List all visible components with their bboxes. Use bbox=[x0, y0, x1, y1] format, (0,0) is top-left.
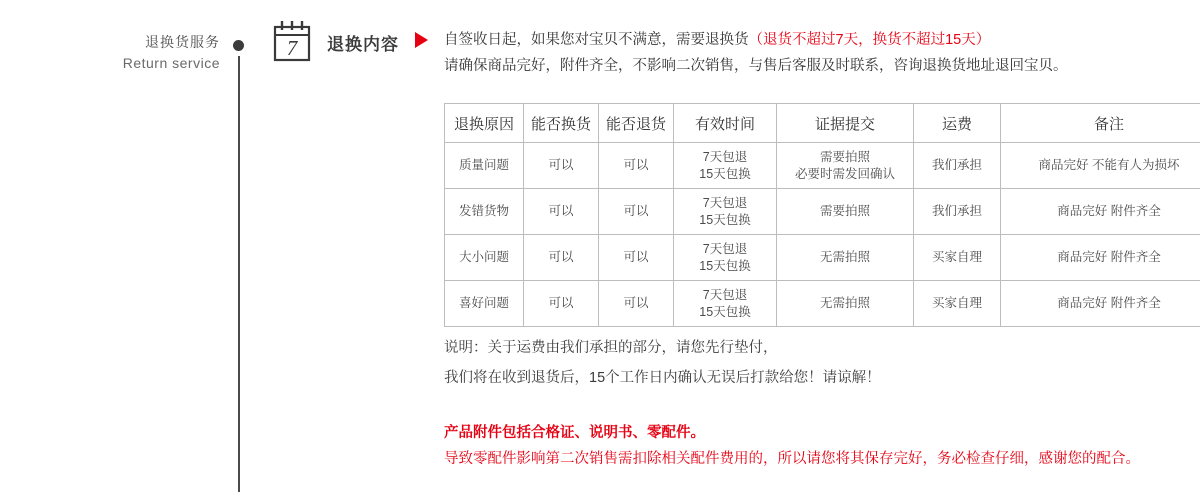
column-header-reason: 退换原因 bbox=[445, 104, 524, 143]
cell-freight: 买家自理 bbox=[914, 235, 1001, 281]
return-policy-table bbox=[444, 103, 1200, 327]
notes-line-2: 我们将在收到退货后，15个工作日内确认无误后打款给您！请谅解！ bbox=[444, 370, 881, 386]
section-label-cn: 退换货服务 bbox=[145, 34, 220, 50]
column-header-refund: 能否退货 bbox=[599, 104, 674, 143]
intro-line-2: 请确保商品完好，附件齐全，不影响二次销售，与售后客服及时联系，咨询退换货地址退回宝贝。 bbox=[444, 58, 1068, 74]
cell-refund: 可以 bbox=[599, 235, 674, 281]
section-heading: 退换内容 bbox=[327, 35, 399, 54]
intro-paragraph bbox=[444, 27, 1200, 79]
table-row bbox=[445, 235, 1200, 281]
cell-evidence bbox=[777, 143, 914, 189]
column-header-valid-time: 有效时间 bbox=[674, 104, 777, 143]
cell-exchange: 可以 bbox=[524, 235, 599, 281]
intro-line-1-text: 自签收日起，如果您对宝贝不满意，需要退换货 bbox=[444, 32, 749, 48]
cell-reason: 质量问题 bbox=[445, 143, 524, 189]
cell-freight: 我们承担 bbox=[914, 189, 1001, 235]
cell-refund: 可以 bbox=[599, 281, 674, 327]
cell-remark: 商品完好 附件齐全 bbox=[1001, 281, 1200, 327]
table-row bbox=[445, 143, 1200, 189]
table-row bbox=[445, 189, 1200, 235]
notes-block bbox=[444, 333, 1200, 393]
cell-exchange: 可以 bbox=[524, 281, 599, 327]
cell-freight: 我们承担 bbox=[914, 143, 1001, 189]
triangle-marker-icon bbox=[415, 32, 428, 48]
section-label-en: Return service bbox=[122, 55, 220, 71]
warning-block bbox=[444, 420, 1200, 472]
cell-exchange: 可以 bbox=[524, 143, 599, 189]
table-row bbox=[445, 281, 1200, 327]
return-policy-table-wrap bbox=[444, 103, 1196, 327]
cell-valid-time bbox=[674, 235, 777, 281]
calendar-number: 7 bbox=[286, 36, 298, 60]
cell-valid-time bbox=[674, 281, 777, 327]
cell-refund: 可以 bbox=[599, 189, 674, 235]
cell-freight: 买家自理 bbox=[914, 281, 1001, 327]
vertical-divider bbox=[238, 56, 240, 492]
notes-line-1: 说明：关于运费由我们承担的部分，请您先行垫付， bbox=[444, 340, 778, 356]
cell-valid-time-line1: 7天包退 bbox=[702, 195, 748, 210]
cell-reason: 喜好问题 bbox=[445, 281, 524, 327]
calendar-icon bbox=[272, 20, 312, 62]
cell-valid-time bbox=[674, 143, 777, 189]
column-header-remark: 备注 bbox=[1001, 104, 1200, 143]
cell-valid-time-line1: 7天包退 bbox=[702, 149, 748, 164]
cell-remark: 商品完好 附件齐全 bbox=[1001, 189, 1200, 235]
cell-valid-time-line1: 7天包退 bbox=[702, 241, 748, 256]
cell-exchange: 可以 bbox=[524, 189, 599, 235]
cell-refund: 可以 bbox=[599, 143, 674, 189]
bullet-dot bbox=[233, 40, 244, 51]
cell-remark: 商品完好 附件齐全 bbox=[1001, 235, 1200, 281]
warning-line-2: 导致零配件影响第二次销售需扣除相关配件费用的，所以请您将其保存完好，务必检查仔细，感谢您的配合。 bbox=[444, 451, 1140, 467]
column-header-freight: 运费 bbox=[914, 104, 1001, 143]
table-header-row bbox=[445, 104, 1200, 143]
intro-line-1 bbox=[444, 27, 1200, 53]
cell-remark: 商品完好 不能有人为损坏 bbox=[1001, 143, 1200, 189]
cell-evidence: 无需拍照 bbox=[777, 235, 914, 281]
cell-evidence-line2: 必要时需发回确认 bbox=[794, 166, 895, 181]
column-header-evidence: 证据提交 bbox=[777, 104, 914, 143]
section-label bbox=[60, 32, 220, 74]
cell-reason: 发错货物 bbox=[445, 189, 524, 235]
cell-valid-time-line2: 15天包换 bbox=[699, 166, 751, 181]
column-header-exchange: 能否换货 bbox=[524, 104, 599, 143]
cell-valid-time-line2: 15天包换 bbox=[699, 304, 751, 319]
cell-valid-time-line2: 15天包换 bbox=[699, 212, 751, 227]
cell-evidence: 需要拍照 bbox=[777, 189, 914, 235]
cell-valid-time bbox=[674, 189, 777, 235]
intro-line-1-highlight: （退货不超过7天，换货不超过15天） bbox=[748, 32, 991, 48]
cell-evidence: 无需拍照 bbox=[777, 281, 914, 327]
warning-line-1: 产品附件包括合格证、说明书、零配件。 bbox=[444, 425, 705, 441]
cell-evidence-line1: 需要拍照 bbox=[819, 149, 870, 164]
cell-valid-time-line1: 7天包退 bbox=[702, 287, 748, 302]
cell-valid-time-line2: 15天包换 bbox=[699, 258, 751, 273]
cell-reason: 大小问题 bbox=[445, 235, 524, 281]
